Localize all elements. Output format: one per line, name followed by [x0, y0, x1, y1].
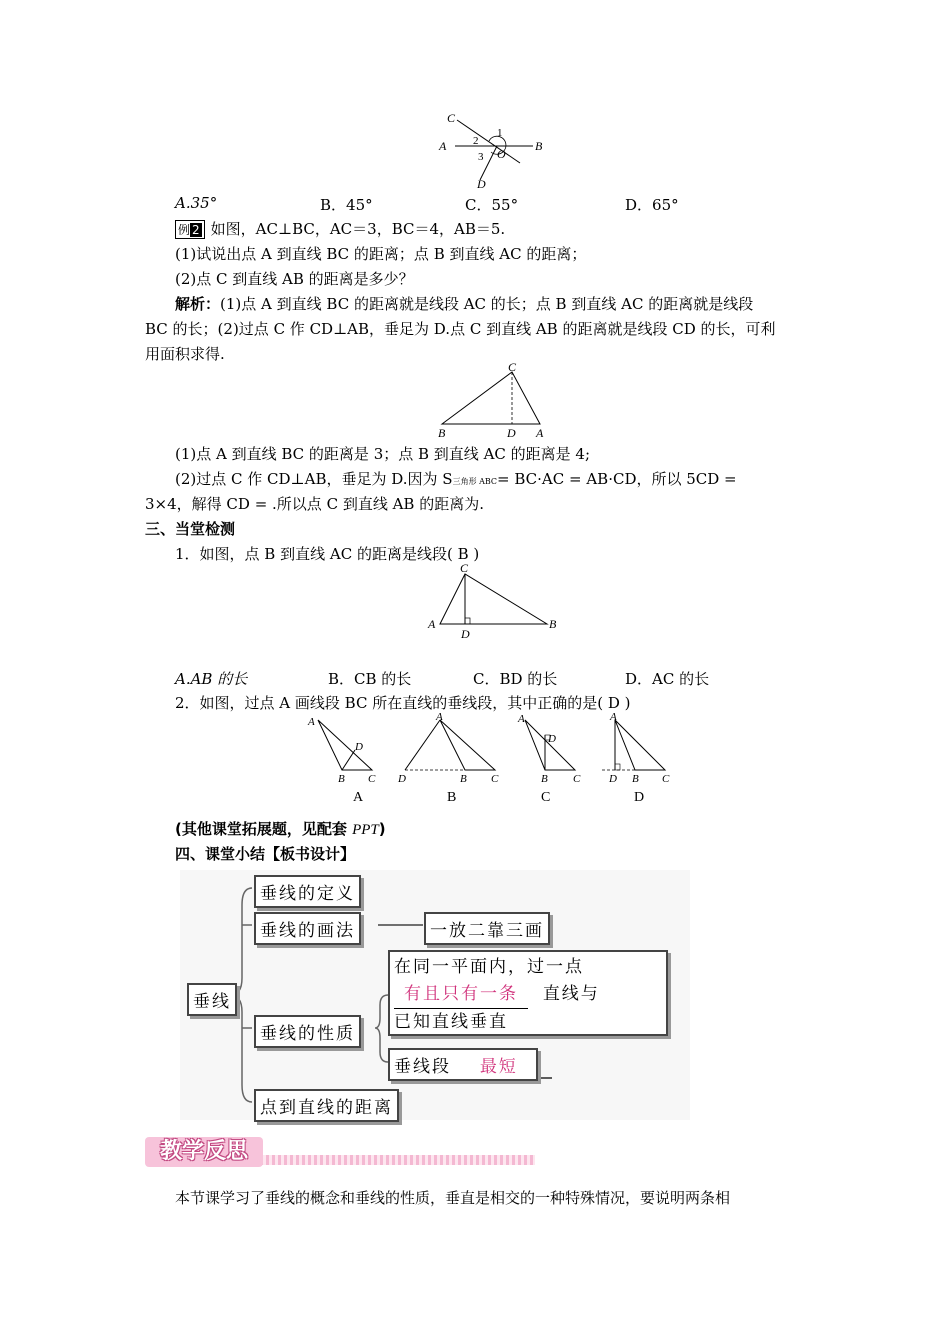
label-3: 3 [478, 151, 484, 163]
q2-figure-d [602, 711, 670, 785]
q2-figures [300, 710, 700, 805]
label-1: 1 [497, 127, 503, 139]
choice-label-c: C [541, 790, 551, 805]
svg-text:A: A [308, 716, 315, 728]
example2-q2: (2)点 C 到直线 AB 的距离是多少？ [175, 270, 414, 288]
answer-3: 3×4，解得 CD = .所以点 C 到直线 AB 的距离为. [145, 495, 484, 513]
tri-label-d: D [507, 426, 516, 440]
label-a: A [439, 139, 447, 153]
q1-option-c: C．BD 的长 [473, 670, 558, 688]
analysis-line-3: 用面积求得. [145, 345, 225, 363]
example2-stem: 如图，AC⊥BC，AC＝3，BC＝4，AB＝5. [210, 220, 506, 238]
label-2: 2 [473, 135, 479, 147]
node-distance: 点到直线的距离 [254, 1089, 399, 1122]
choice-label-a: A [353, 790, 364, 805]
blank-fill-1: 有且只有一条 [394, 981, 528, 1009]
section4-title: 四、课堂小结【板书设计】 [175, 845, 356, 863]
svg-text:D: D [398, 773, 406, 785]
svg-text:C: C [573, 773, 581, 785]
node-drawing-method: 一放二靠三画 [424, 912, 550, 945]
label-d: D [477, 177, 486, 191]
q1-option-a: A.AB 的长 [175, 670, 248, 688]
svg-text:D: D [355, 741, 363, 753]
node-drawing: 垂线的画法 [254, 912, 361, 945]
triangle-figure [430, 360, 560, 440]
angle-figure [435, 108, 555, 193]
reflection-decor-bar [260, 1155, 535, 1165]
tri-label-c: C [508, 360, 517, 374]
reflection-text: 本节课学习了垂线的概念和垂线的性质，垂直是相交的一种特殊情况，要说明两条相 [175, 1189, 731, 1207]
q1-figure [425, 560, 565, 645]
root-node: 垂线 [187, 983, 237, 1016]
option-d: D．65° [625, 196, 679, 214]
analysis-label: 解析： [175, 295, 221, 313]
q2-figure-b [397, 711, 499, 785]
analysis-line-2: BC 的长；(2)过点 C 作 CD⊥AB，垂足为 D.点 C 到直线 AB 的距离就是线段 CD 的长，可利 [145, 320, 776, 338]
svg-text:C: C [491, 773, 499, 785]
option-c: C．55° [465, 196, 519, 214]
svg-text:C: C [368, 773, 376, 785]
svg-text:B: B [338, 773, 345, 785]
svg-text:C: C [662, 773, 670, 785]
reflection-label: 教学反思 [145, 1137, 263, 1167]
example-badge: 例 2 [175, 220, 205, 239]
tri-label-b: B [438, 426, 446, 440]
mindmap [180, 870, 690, 1120]
choice-label-d: D [634, 790, 645, 805]
tri-label-a: A [536, 426, 544, 440]
q1-option-b: B．CB 的长 [328, 670, 412, 688]
node-property-1: 在同一平面内，过一点 有且只有一条 直线与 已知直线垂直 [388, 950, 668, 1036]
svg-text:A: A [610, 711, 617, 723]
node-definition: 垂线的定义 [254, 875, 361, 908]
label-o: O [497, 147, 506, 161]
q2-figure-a [307, 716, 376, 785]
answer-1: (1)点 A 到直线 BC 的距离是 3；点 B 到直线 AC 的距离是 4; [175, 445, 591, 463]
node-property: 垂线的性质 [254, 1015, 361, 1048]
example2-stem-line [175, 218, 505, 239]
svg-text:D: D [609, 773, 617, 785]
extension-note: (其他课堂拓展题，见配套 PPT) [175, 820, 386, 838]
option-a: A.35° [175, 194, 218, 212]
answer-2: (2)过点 C 作 CD⊥AB，垂足为 D.因为 S三角形 ABC= BC·AC = AB·CD，所以 5CD = [175, 470, 737, 488]
section3-title: 三、当堂检测 [145, 520, 236, 538]
q1-option-d: D．AC 的长 [625, 670, 710, 688]
q1-label-b: B [549, 617, 557, 631]
blank-fill-2: 最短 [479, 1057, 518, 1077]
svg-text:A: A [518, 713, 525, 725]
svg-text:A: A [436, 711, 443, 723]
check-q1: 1．如图，点 B 到直线 AC 的距离是线段( B ) [175, 545, 480, 563]
q2-figure-c [517, 713, 581, 785]
choice-label-b: B [447, 790, 457, 805]
node-property-2: 垂线段 最短 [388, 1048, 538, 1081]
analysis-line-1: 解析：(1)点 A 到直线 BC 的距离就是线段 AC 的长；点 B 到直线 AC 的距离就是线段 [175, 295, 754, 313]
label-b: B [535, 139, 543, 153]
check-q2: 2．如图，过点 A 画线段 BC 所在直线的垂线段，其中正确的是( D ) [175, 694, 631, 712]
q1-label-c: C [460, 561, 469, 575]
label-c: C [447, 111, 456, 125]
svg-text:B: B [632, 773, 639, 785]
svg-text:B: B [460, 773, 467, 785]
q1-label-d: D [461, 627, 470, 641]
q1-label-a: A [428, 617, 436, 631]
example2-q1: (1)试说出点 A 到直线 BC 的距离；点 B 到直线 AC 的距离； [175, 245, 587, 263]
svg-text:D: D [548, 733, 556, 745]
svg-text:B: B [541, 773, 548, 785]
option-b: B．45° [320, 196, 373, 214]
